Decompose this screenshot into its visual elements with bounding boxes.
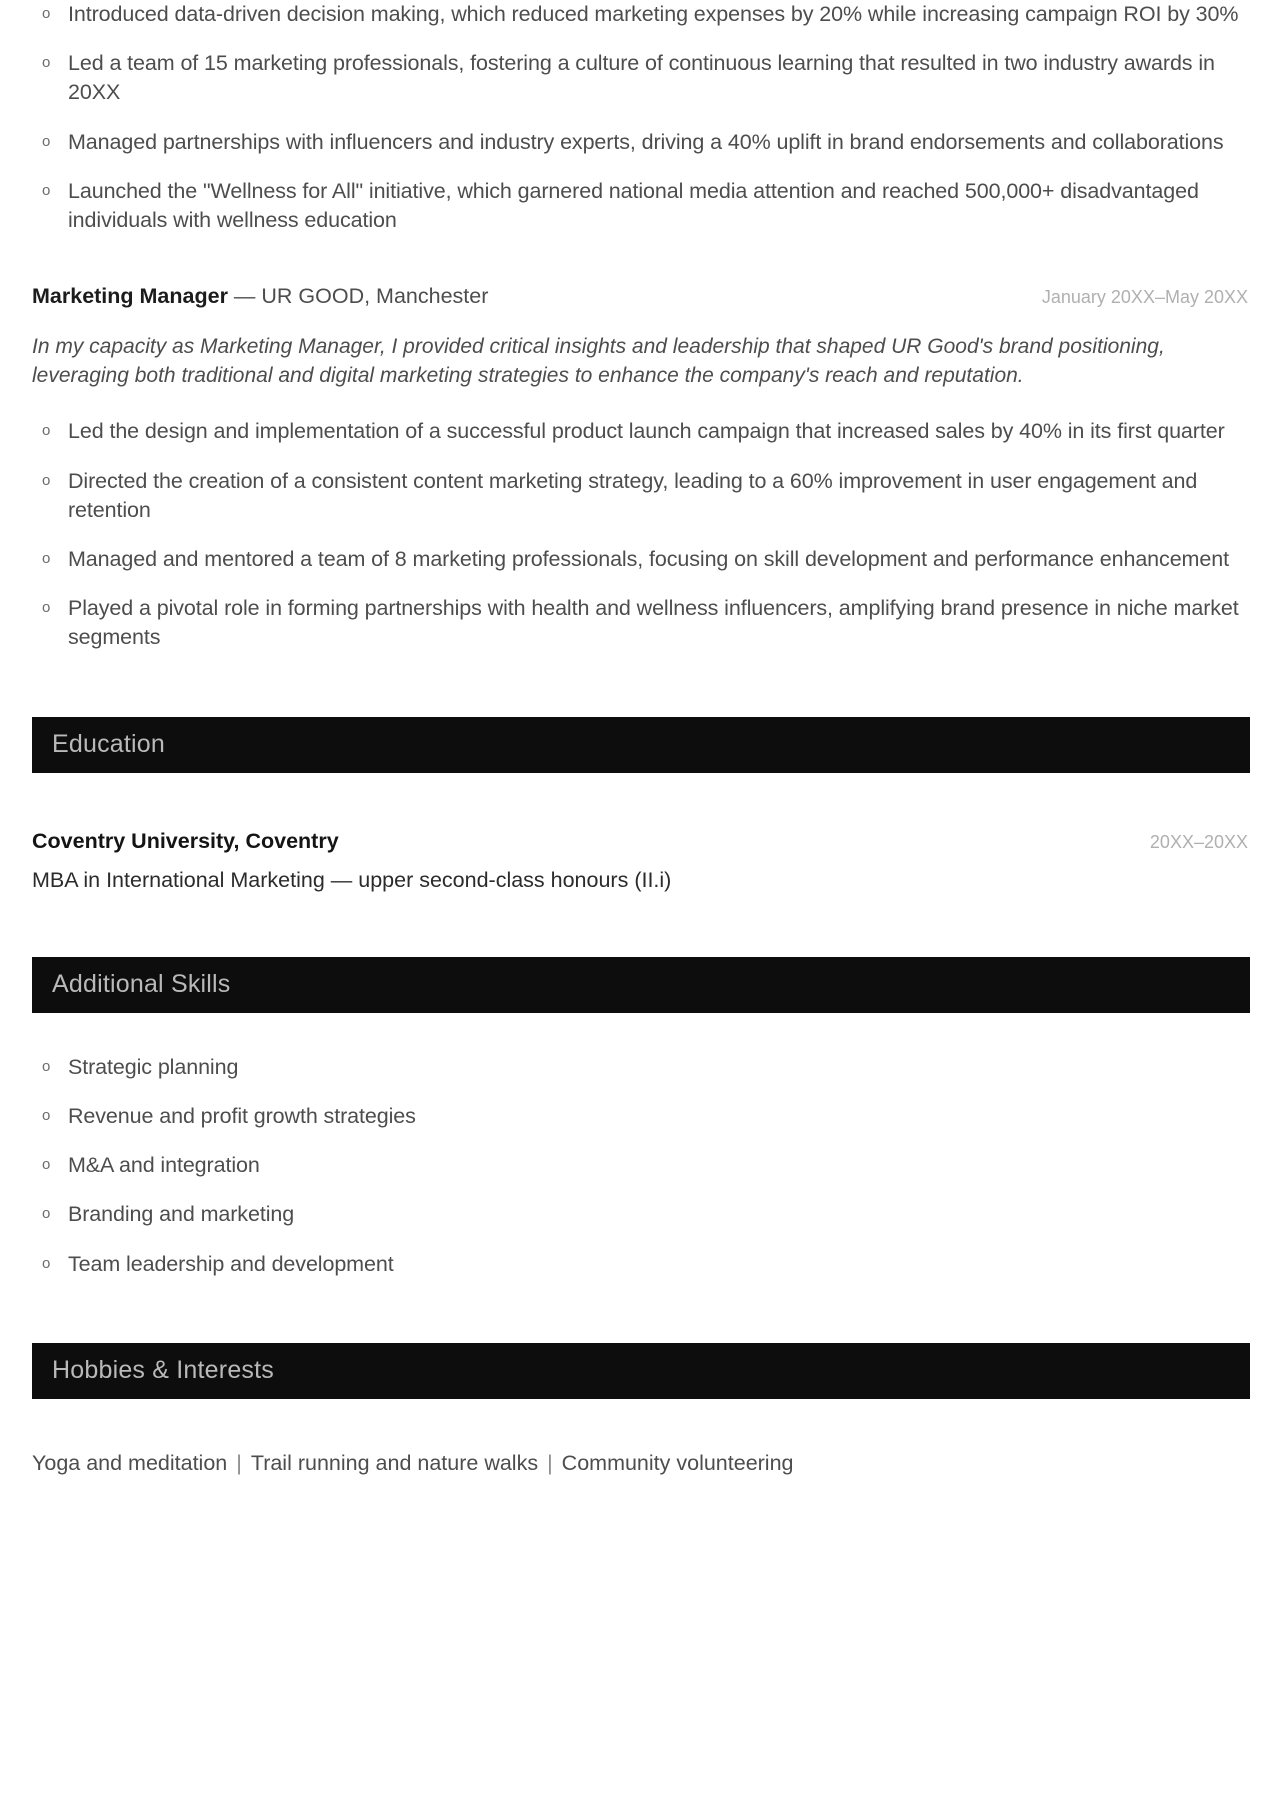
resume-content [0, 0, 1280, 653]
hobbies-section-title: Hobbies & Interests [52, 1356, 274, 1385]
job-title-separator: — [227, 284, 262, 309]
hobbies-list [32, 1451, 1248, 1476]
bullet-circle-icon: o [42, 1106, 51, 1124]
job-bullet-item [32, 467, 1248, 525]
additional-skills-section [0, 957, 1280, 1279]
skill-item [32, 1151, 1248, 1180]
bullet-circle-icon: o [42, 422, 51, 440]
bullet-circle-icon: o [42, 1205, 51, 1223]
hobby-item: Community volunteering [561, 1450, 794, 1475]
education-section [0, 717, 1280, 893]
bullet-circle-icon: o [42, 5, 51, 22]
bullet-circle-icon: o [42, 549, 51, 567]
additional-skills-section-bar [32, 957, 1250, 1013]
job-company: UR GOOD, Manchester [261, 284, 489, 309]
bullet-circle-icon: o [42, 1254, 51, 1272]
education-dates: 20XX–20XX [1149, 831, 1248, 852]
job-bullet-text: Played a pivotal role in forming partnerships with health and wellness influencers, amplifying brand presence in niche market segments [68, 596, 1239, 650]
hobby-item: Yoga and meditation [32, 1450, 228, 1475]
job-entry-marketing-manager [32, 283, 1248, 652]
experience-bullet-item [32, 49, 1248, 107]
job-bullet-text: Managed and mentored a team of 8 marketing professionals, focusing on skill development and performance enhancement [68, 546, 1229, 571]
bullet-circle-icon: o [42, 471, 51, 489]
education-entry [32, 829, 1248, 893]
additional-skills-section-title: Additional Skills [52, 970, 231, 999]
job-bullet-text: Directed the creation of a consistent content marketing strategy, leading to a 60% improvement in user engagement and retention [68, 468, 1198, 522]
experience-top-bullet-list [32, 0, 1248, 235]
education-section-title: Education [52, 730, 165, 759]
hobbies-section-bar [32, 1343, 1250, 1399]
hobby-item: Trail running and nature walks [250, 1450, 539, 1475]
job-dates: January 20XX–May 20XX [1041, 287, 1248, 308]
hobbies-body [0, 1451, 1280, 1476]
skill-text: Branding and marketing [68, 1202, 295, 1227]
job-bullet-item [32, 545, 1248, 574]
bullet-circle-icon: o [42, 599, 51, 617]
skill-item [32, 1053, 1248, 1082]
skill-item [32, 1102, 1248, 1131]
skill-item [32, 1250, 1248, 1279]
job-bullet-list [32, 417, 1248, 652]
job-summary: In my capacity as Marketing Manager, I provided critical insights and leadership that shaped UR Good's brand positioning, leveraging both traditional and digital marketing strategies to enhance the company's reach and reputation. [32, 335, 1165, 388]
experience-bullet-item [32, 0, 1248, 29]
education-body [0, 829, 1280, 893]
bullet-circle-icon: o [42, 1057, 51, 1075]
bullet-circle-icon: o [42, 54, 51, 72]
hobby-separator: | [547, 1450, 553, 1475]
bullet-circle-icon: o [42, 181, 51, 199]
job-title-line [32, 283, 488, 311]
skill-text: Revenue and profit growth strategies [68, 1103, 416, 1128]
job-bullet-item [32, 417, 1248, 446]
hobby-separator: | [236, 1450, 242, 1475]
skill-item [32, 1200, 1248, 1229]
job-bullet-text: Led the design and implementation of a successful product launch campaign that increased sales by 40% in its first quarter [68, 419, 1225, 444]
education-school: Coventry University, Coventry [32, 828, 339, 853]
experience-bullet-text: Managed partnerships with influencers and industry experts, driving a 40% uplift in brand endorsements and collaborations [68, 129, 1224, 154]
skill-text: Strategic planning [68, 1054, 239, 1079]
hobbies-section [0, 1343, 1280, 1476]
bullet-circle-icon: o [42, 132, 51, 150]
job-bullet-item [32, 594, 1248, 652]
skill-text: M&A and integration [68, 1153, 260, 1178]
education-degree: MBA in International Marketing — upper second-class honours (II.i) [32, 867, 672, 892]
bullet-circle-icon: o [42, 1156, 51, 1174]
skill-text: Team leadership and development [68, 1251, 394, 1276]
experience-bullet-item [32, 128, 1248, 157]
skills-list [32, 1053, 1248, 1279]
experience-bullet-text: Led a team of 15 marketing professionals, fostering a culture of continuous learning that resulted in two industry awards in 20XX [68, 51, 1215, 105]
additional-skills-body [0, 1013, 1280, 1279]
education-section-bar [32, 717, 1250, 773]
job-role: Marketing Manager [32, 284, 228, 309]
experience-bullet-text: Introduced data-driven decision making, which reduced marketing expenses by 20% while increasing campaign ROI by 30% [68, 2, 1239, 26]
job-header [32, 283, 1248, 311]
experience-bullet-item [32, 177, 1248, 235]
skills-spacer [32, 1013, 1248, 1053]
education-entry-header [32, 829, 1248, 854]
experience-bullet-text: Launched the "Wellness for All" initiative, which garnered national media attention and reached 500,000+ disadvantaged individuals with wellness education [68, 178, 1199, 233]
